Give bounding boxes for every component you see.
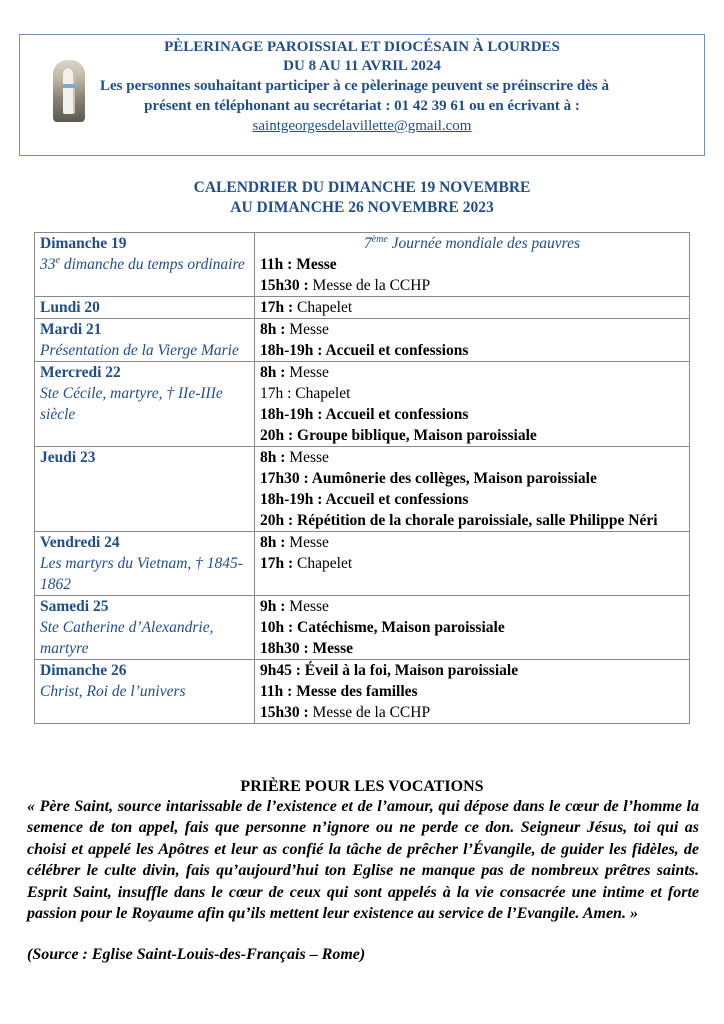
events-cell	[255, 362, 690, 447]
event-time: 8h :	[260, 534, 286, 551]
event-time: 17h :	[260, 555, 294, 572]
event-time: 9h45 :	[260, 662, 301, 679]
feast-label: Les martyrs du Vietnam, † 1845-1862	[40, 555, 243, 593]
feast-label: 33e dimanche du temps ordinaire	[40, 254, 245, 273]
event-time: 20h :	[260, 512, 294, 529]
events-cell	[255, 447, 690, 532]
event-line	[260, 702, 684, 723]
event-label: Accueil et confessions	[322, 342, 469, 359]
event-time: 8h :	[260, 364, 286, 381]
day-name: Dimanche 19	[40, 235, 127, 252]
event-line	[260, 468, 684, 489]
event-line	[260, 660, 684, 681]
calendar-title-line-2: AU DIMANCHE 26 NOVEMBRE 2023	[230, 199, 494, 216]
pilgrimage-banner	[19, 34, 705, 156]
calendar-row	[35, 660, 690, 724]
events-cell	[255, 233, 690, 297]
event-label: Messe	[285, 598, 329, 615]
event-label: Messe	[285, 321, 329, 338]
event-label: Catéchisme, Maison paroissiale	[293, 619, 505, 636]
event-line	[260, 275, 684, 296]
event-line	[260, 340, 684, 361]
event-time: 15h30 :	[260, 277, 309, 294]
event-time: 18h-19h :	[260, 491, 323, 508]
event-line	[260, 553, 684, 574]
event-label: Messe des familles	[292, 683, 418, 700]
event-line	[260, 596, 684, 617]
event-label: Accueil et confessions	[322, 406, 469, 423]
event-label: Chapelet	[293, 299, 353, 316]
event-label: Messe	[285, 364, 329, 381]
event-line	[260, 319, 684, 340]
event-time: 15h30 :	[260, 704, 309, 721]
day-name: Mardi 21	[40, 321, 102, 338]
event-label: 17h : Chapelet	[260, 385, 351, 402]
world-day-label: 7ème Journée mondiale des pauvres	[363, 233, 581, 252]
day-cell	[35, 660, 255, 724]
event-label: Accueil et confessions	[322, 491, 469, 508]
day-cell	[35, 532, 255, 596]
event-time: 9h :	[260, 598, 286, 615]
day-cell	[35, 362, 255, 447]
day-cell	[35, 447, 255, 532]
feast-label: Présentation de la Vierge Marie	[40, 342, 239, 359]
event-line	[260, 489, 684, 510]
events-cell	[255, 532, 690, 596]
banner-info-line-1: Les personnes souhaitant participer à ce pèlerinage peuvent se préinscrire dès à	[100, 78, 609, 94]
day-cell	[35, 297, 255, 319]
event-label: Messe de la CCHP	[308, 277, 431, 294]
event-line	[260, 532, 684, 553]
events-cell	[255, 660, 690, 724]
event-time: 18h-19h :	[260, 406, 323, 423]
prayer-title: PRIÈRE POUR LES VOCATIONS	[240, 778, 484, 795]
event-time: 18h30 :	[260, 640, 309, 657]
day-cell	[35, 319, 255, 362]
event-line	[260, 425, 684, 446]
event-line	[260, 404, 684, 425]
event-label: Messe	[292, 256, 337, 273]
event-line	[260, 254, 684, 275]
calendar-row	[35, 532, 690, 596]
event-label: Messe	[285, 449, 329, 466]
event-line	[260, 383, 684, 404]
day-name: Samedi 25	[40, 598, 109, 615]
calendar-row	[35, 362, 690, 447]
feast-label: Ste Catherine d’Alexandrie, martyre	[40, 619, 214, 657]
calendar-row	[35, 447, 690, 532]
event-time: 11h :	[260, 683, 293, 700]
feast-label: Ste Cécile, martyre, † IIe-IIIe siècle	[40, 385, 223, 423]
calendar-row	[35, 297, 690, 319]
event-label: Groupe biblique, Maison paroissiale	[293, 427, 537, 444]
event-line	[260, 510, 684, 531]
events-cell	[255, 596, 690, 660]
event-line	[260, 681, 684, 702]
event-time: 10h :	[260, 619, 294, 636]
event-time: 11h :	[260, 256, 293, 273]
calendar-row	[35, 319, 690, 362]
calendar-title-line-1: CALENDRIER DU DIMANCHE 19 NOVEMBRE	[193, 179, 531, 196]
email-link[interactable]: saintgeorgesdelavillette@gmail.com	[252, 118, 472, 134]
event-time: 8h :	[260, 449, 286, 466]
event-label: Aumônerie des collèges, Maison paroissiale	[308, 470, 597, 487]
events-cell	[255, 319, 690, 362]
feast-label: Christ, Roi de l’univers	[40, 683, 186, 700]
event-time: 20h :	[260, 427, 294, 444]
event-time: 18h-19h :	[260, 342, 323, 359]
day-name: Dimanche 26	[40, 662, 127, 679]
event-time: 17h :	[260, 299, 294, 316]
calendar-row	[35, 596, 690, 660]
event-label: Chapelet	[293, 555, 353, 572]
day-name: Vendredi 24	[40, 534, 120, 551]
event-time: 17h30 :	[260, 470, 309, 487]
day-name: Lundi 20	[40, 299, 100, 316]
day-name: Mercredi 22	[40, 364, 121, 381]
prayer-source: (Source : Eglise Saint-Louis-des-Français – Rome)	[27, 946, 366, 963]
event-line	[260, 447, 684, 468]
banner-title: PÈLERINAGE PAROISSIAL ET DIOCÉSAIN À LOURDES	[164, 39, 560, 55]
event-label: Messe de la CCHP	[308, 704, 431, 721]
event-label: Éveil à la foi, Maison paroissiale	[300, 662, 519, 679]
banner-dates: DU 8 AU 11 AVRIL 2024	[283, 58, 441, 74]
event-line	[260, 297, 684, 318]
event-line	[260, 638, 684, 659]
events-cell	[255, 297, 690, 319]
event-line	[260, 617, 684, 638]
event-label: Répétition de la chorale paroissiale, salle Philippe Néri	[293, 512, 658, 529]
event-label: Messe	[308, 640, 353, 657]
day-cell	[35, 596, 255, 660]
banner-info-line-2: présent en téléphonant au secrétariat : 01 42 39 61 ou en écrivant à :	[144, 98, 580, 114]
prayer-text: « Père Saint, source intarissable de l’existence et de l’amour, qui dépose dans le cœur de l’homme la semence de ton appel, fais que personne n’ignore ou ne perde ce don. Seigneur Jésus, toi qui as choisi et appelé les Apôtres et leur as confié la tâche de prêcher l’Évangile, de guider les fidèles, de célébrer le culte divin, fais qu’aujourd’hui ton Eglise ne manque pas de nombreux prêtres saints. Esprit Saint, insuffle dans le cœur de ceux qui sont appelés à la vie consacrée une intime et forte passion pour le Royaume afin qu’ils mettent leur existence au service de l’Evangile. Amen. »	[27, 798, 699, 923]
calendar-row	[35, 233, 690, 297]
event-time: 8h :	[260, 321, 286, 338]
calendar-table	[34, 232, 690, 724]
event-label: Messe	[285, 534, 329, 551]
day-cell	[35, 233, 255, 297]
event-line	[260, 362, 684, 383]
day-name: Jeudi 23	[40, 449, 96, 466]
